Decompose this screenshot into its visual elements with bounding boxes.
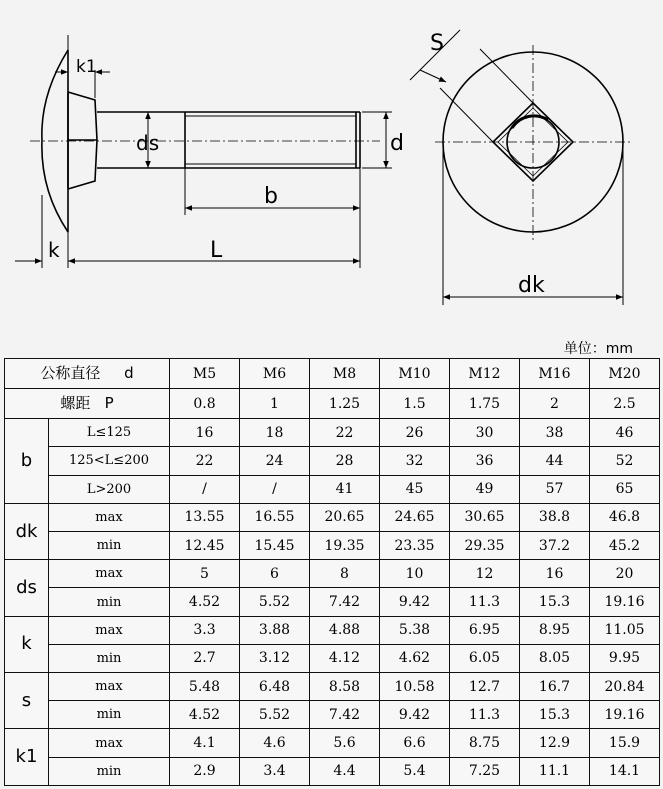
param-min-value: 2.9	[170, 757, 240, 785]
param-min-value: 15.3	[520, 588, 590, 616]
table-row	[5, 729, 660, 757]
param-min-value: 5.4	[380, 757, 450, 785]
param-max-value: 3.3	[170, 616, 240, 644]
pitch-value: 2.5	[590, 389, 660, 419]
b-condition: L>200	[49, 475, 170, 503]
param-max-value: 12.9	[520, 729, 590, 757]
param-max-value: 20	[590, 560, 660, 588]
b-value: 28	[310, 447, 380, 475]
param-min-value: 2.7	[170, 644, 240, 672]
spec-table	[4, 358, 660, 786]
param-max-value: 4.6	[240, 729, 310, 757]
param-max-value: 5	[170, 560, 240, 588]
table-row	[5, 419, 660, 447]
table-row	[5, 644, 660, 672]
label-d: d	[390, 131, 404, 156]
label-L: L	[210, 238, 223, 263]
param-min-value: 19.16	[590, 588, 660, 616]
b-value: 45	[380, 475, 450, 503]
label-S: S	[430, 31, 444, 56]
param-max-value: 16	[520, 560, 590, 588]
param-max-value: 5.38	[380, 616, 450, 644]
top-view	[410, 30, 633, 305]
param-min-value: 11.3	[450, 588, 520, 616]
b-value: 52	[590, 447, 660, 475]
pitch-value: 1.5	[380, 389, 450, 419]
b-value: 65	[590, 475, 660, 503]
label-k: k	[48, 238, 60, 262]
header-size: M5	[170, 359, 240, 389]
header-nominal-diameter: 公称直径 d	[5, 359, 170, 389]
param-max-value: 5.48	[170, 673, 240, 701]
min-label: min	[49, 588, 170, 616]
param-min-value: 7.42	[310, 701, 380, 729]
param-min-value: 7.25	[450, 757, 520, 785]
param-min-value: 29.35	[450, 532, 520, 560]
b-value: 26	[380, 419, 450, 447]
table-row	[5, 475, 660, 503]
table-row	[5, 359, 660, 389]
param-min-value: 45.2	[590, 532, 660, 560]
param-min-value: 4.52	[170, 588, 240, 616]
b-condition: 125<L≤200	[49, 447, 170, 475]
b-value: /	[240, 475, 310, 503]
b-value: /	[170, 475, 240, 503]
label-k1: k1	[76, 57, 97, 77]
param-max-value: 10.58	[380, 673, 450, 701]
unit-label: 单位：mm	[563, 341, 633, 357]
label-ds: ds	[136, 131, 160, 155]
b-value: 44	[520, 447, 590, 475]
param-max-value: 24.65	[380, 503, 450, 531]
b-condition: L≤125	[49, 419, 170, 447]
b-value: 18	[240, 419, 310, 447]
param-min-value: 4.62	[380, 644, 450, 672]
table-row	[5, 389, 660, 419]
param-min-value: 15.3	[520, 701, 590, 729]
b-value: 30	[450, 419, 520, 447]
b-value: 36	[450, 447, 520, 475]
param-max-value: 4.1	[170, 729, 240, 757]
param-min-value: 14.1	[590, 757, 660, 785]
param-max-value: 12.7	[450, 673, 520, 701]
table-row	[5, 447, 660, 475]
param-min-value: 9.42	[380, 701, 450, 729]
param-min-value: 7.42	[310, 588, 380, 616]
param-min-value: 12.45	[170, 532, 240, 560]
b-value: 24	[240, 447, 310, 475]
table-row	[5, 560, 660, 588]
min-label: min	[49, 757, 170, 785]
param-max-value: 4.88	[310, 616, 380, 644]
param-min-value: 3.12	[240, 644, 310, 672]
param-max-value: 6.48	[240, 673, 310, 701]
param-min-value: 9.42	[380, 588, 450, 616]
table-row	[5, 588, 660, 616]
param-min-value: 4.12	[310, 644, 380, 672]
param-max-value: 38.8	[520, 503, 590, 531]
pitch-value: 0.8	[170, 389, 240, 419]
param-min-value: 11.1	[520, 757, 590, 785]
param-label-k1: k1	[5, 729, 49, 786]
param-min-value: 37.2	[520, 532, 590, 560]
pitch-value: 1.25	[310, 389, 380, 419]
carriage-bolt-drawing	[0, 0, 663, 340]
label-dk: dk	[518, 273, 545, 298]
table-row	[5, 616, 660, 644]
param-max-value: 8.95	[520, 616, 590, 644]
param-max-value: 6	[240, 560, 310, 588]
param-max-value: 15.9	[590, 729, 660, 757]
param-max-value: 20.84	[590, 673, 660, 701]
param-max-value: 30.65	[450, 503, 520, 531]
b-value: 49	[450, 475, 520, 503]
side-view	[15, 35, 392, 268]
param-max-value: 16.7	[520, 673, 590, 701]
max-label: max	[49, 503, 170, 531]
param-max-value: 13.55	[170, 503, 240, 531]
header-size: M16	[520, 359, 590, 389]
header-size: M6	[240, 359, 310, 389]
label-b: b	[264, 184, 278, 209]
b-value: 57	[520, 475, 590, 503]
param-max-value: 16.55	[240, 503, 310, 531]
header-size: M12	[450, 359, 520, 389]
table-row	[5, 701, 660, 729]
pitch-value: 1.75	[450, 389, 520, 419]
param-min-value: 15.45	[240, 532, 310, 560]
b-value: 46	[590, 419, 660, 447]
param-max-value: 11.05	[590, 616, 660, 644]
param-max-value: 12	[450, 560, 520, 588]
param-max-value: 8.58	[310, 673, 380, 701]
b-value: 38	[520, 419, 590, 447]
param-min-value: 11.3	[450, 701, 520, 729]
table-row	[5, 757, 660, 785]
param-max-value: 6.95	[450, 616, 520, 644]
b-value: 32	[380, 447, 450, 475]
param-min-value: 23.35	[380, 532, 450, 560]
param-min-value: 3.4	[240, 757, 310, 785]
param-label-k: k	[5, 616, 49, 672]
b-label: b	[5, 419, 49, 504]
param-label-dk: dk	[5, 503, 49, 559]
pitch-label: 螺距 P	[5, 389, 170, 419]
table-row	[5, 503, 660, 531]
b-value: 22	[310, 419, 380, 447]
b-value: 22	[170, 447, 240, 475]
param-max-value: 8.75	[450, 729, 520, 757]
param-min-value: 6.05	[450, 644, 520, 672]
param-max-value: 20.65	[310, 503, 380, 531]
param-max-value: 5.6	[310, 729, 380, 757]
header-size: M20	[590, 359, 660, 389]
max-label: max	[49, 673, 170, 701]
param-min-value: 19.16	[590, 701, 660, 729]
param-max-value: 3.88	[240, 616, 310, 644]
param-max-value: 6.6	[380, 729, 450, 757]
param-max-value: 46.8	[590, 503, 660, 531]
header-size: M10	[380, 359, 450, 389]
param-min-value: 4.52	[170, 701, 240, 729]
param-min-value: 4.4	[310, 757, 380, 785]
b-value: 41	[310, 475, 380, 503]
b-value: 16	[170, 419, 240, 447]
min-label: min	[49, 532, 170, 560]
max-label: max	[49, 729, 170, 757]
param-min-value: 5.52	[240, 588, 310, 616]
min-label: min	[49, 701, 170, 729]
table-row	[5, 673, 660, 701]
param-min-value: 8.05	[520, 644, 590, 672]
param-max-value: 10	[380, 560, 450, 588]
min-label: min	[49, 644, 170, 672]
param-label-ds: ds	[5, 560, 49, 616]
param-label-s: s	[5, 673, 49, 729]
param-max-value: 8	[310, 560, 380, 588]
param-min-value: 5.52	[240, 701, 310, 729]
param-min-value: 19.35	[310, 532, 380, 560]
header-size: M8	[310, 359, 380, 389]
pitch-value: 1	[240, 389, 310, 419]
max-label: max	[49, 560, 170, 588]
pitch-value: 2	[520, 389, 590, 419]
max-label: max	[49, 616, 170, 644]
table-row	[5, 532, 660, 560]
param-min-value: 9.95	[590, 644, 660, 672]
